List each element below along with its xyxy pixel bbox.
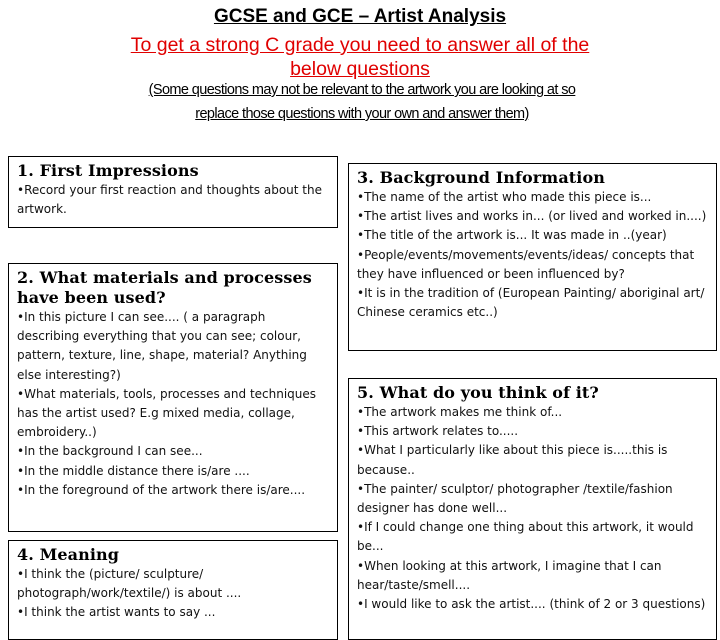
question-item: • People/events/movements/events/ideas/ concepts that they have influenced or been influenced by? — [357, 246, 708, 284]
question-list — [17, 565, 329, 623]
question-list — [17, 308, 329, 500]
section-heading: 5. What do you think of it? — [357, 383, 599, 402]
relevance-note-line-2: replace those questions with your own and answer them) — [195, 106, 529, 122]
section-heading: 2. What materials and processes have been used? — [17, 268, 312, 307]
question-list — [357, 188, 708, 322]
question-list — [357, 403, 708, 614]
question-item: • If I could change one thing about this artwork, it would be... — [357, 518, 708, 556]
question-item: • The name of the artist who made this piece is... — [357, 188, 708, 207]
question-item: • It is in the tradition of (European Painting/ aboriginal art/ Chinese ceramics etc..) — [357, 284, 708, 322]
page-title: GCSE and GCE – Artist Analysis — [213, 6, 507, 27]
question-item: • In the background I can see... — [17, 442, 329, 461]
question-item: • The artist lives and works in... (or lived and worked in....) — [357, 207, 708, 226]
question-item: • I would like to ask the artist.... (think of 2 or 3 questions) — [357, 595, 708, 614]
grade-instruction-line-1: To get a strong C grade you need to answer all of the — [130, 34, 590, 56]
section-materials-processes — [8, 263, 338, 532]
section-background-information — [348, 163, 717, 351]
section-heading: 4. Meaning — [17, 545, 120, 564]
question-item: • In this picture I can see.... ( a paragraph describing everything that you can see; colour, pattern, texture, line, shape, material? Anything else interesting?) — [17, 308, 329, 385]
question-item: • I think the (picture/ sculpture/ photograph/work/textile/) is about .... — [17, 565, 329, 603]
section-meaning — [8, 540, 338, 640]
section-heading: 3. Background Information — [357, 168, 605, 187]
section-heading: 1. First Impressions — [17, 161, 199, 180]
grade-instruction-line-2: below questions — [290, 58, 430, 80]
question-list — [17, 181, 329, 219]
question-item: • What I particularly like about this piece is.....this is because.. — [357, 441, 708, 479]
question-item: • The title of the artwork is... It was made in ..(year) — [357, 226, 708, 245]
question-item: • The painter/ sculptor/ photographer /textile/fashion designer has done well... — [357, 480, 708, 518]
relevance-note-line-1: (Some questions may not be relevant to the artwork you are looking at so — [148, 82, 576, 98]
question-item: • What materials, tools, processes and techniques has the artist used? E.g mixed media, collage, embroidery..) — [17, 385, 329, 443]
question-item: • The artwork makes me think of... — [357, 403, 708, 422]
question-item: • This artwork relates to..... — [357, 422, 708, 441]
question-item: • In the foreground of the artwork there is/are.... — [17, 481, 329, 500]
question-item: • I think the artist wants to say ... — [17, 603, 329, 622]
question-item: • When looking at this artwork, I imagine that I can hear/taste/smell.... — [357, 557, 708, 595]
section-what-do-you-think — [348, 378, 717, 640]
question-item: • Record your first reaction and thoughts about the artwork. — [17, 181, 329, 219]
question-item: • In the middle distance there is/are .... — [17, 462, 329, 481]
section-first-impressions — [8, 156, 338, 228]
